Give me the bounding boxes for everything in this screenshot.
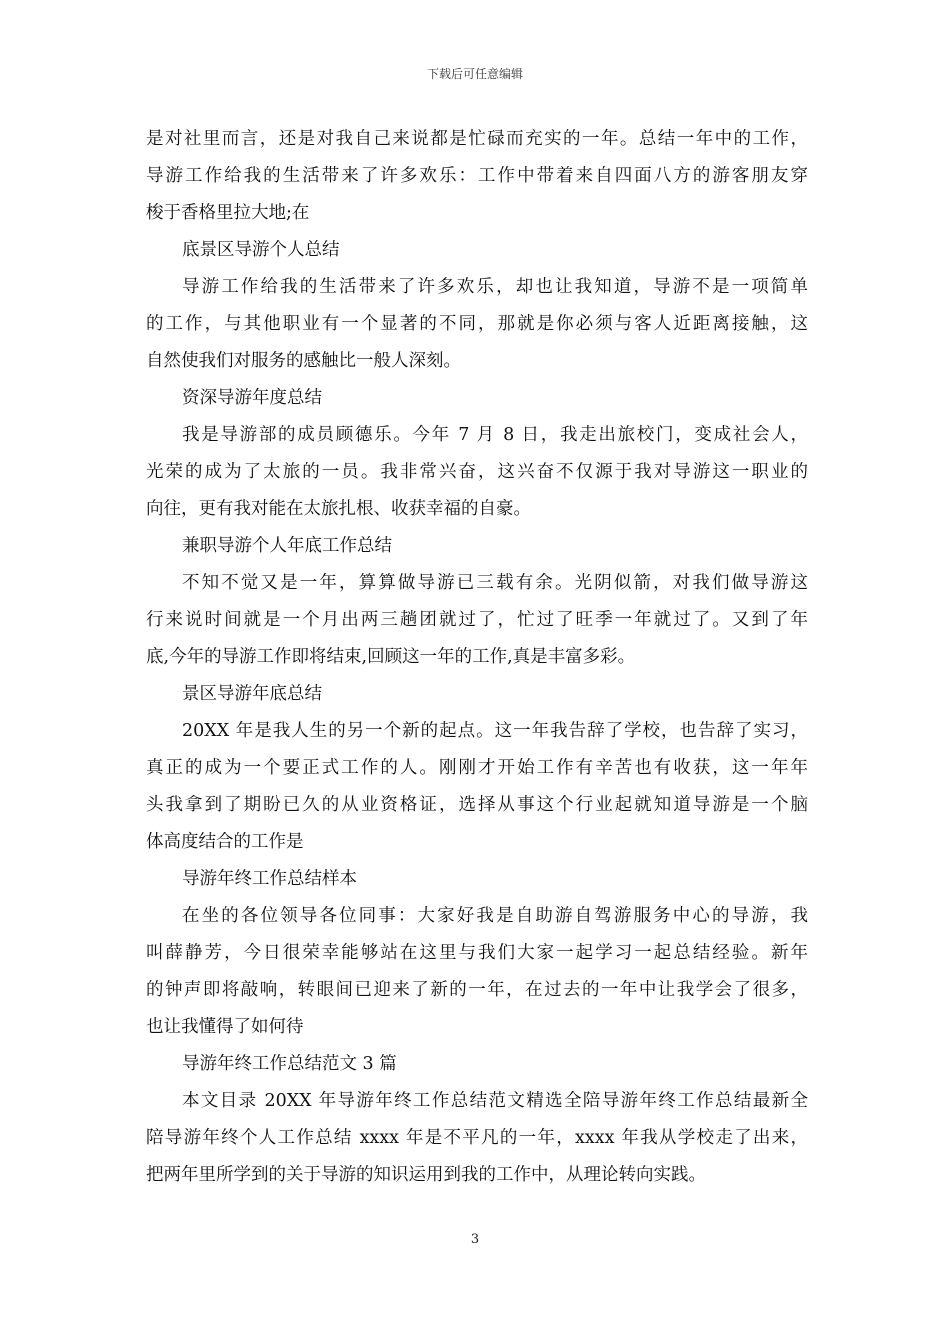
section-heading: 底景区导游个人总结 bbox=[182, 240, 340, 260]
paragraph-first-line: 在坐的各位领导各位同事：大家好我是自助游自驾游服务中心的导游，我 bbox=[182, 906, 808, 926]
paragraph-last-line: 体高度结合的工作是 bbox=[146, 832, 304, 852]
paragraph-last-line: 也让我懂得了如何待 bbox=[146, 1017, 304, 1037]
section-heading: 兼职导游个人年底工作总结 bbox=[182, 536, 392, 556]
page-header-note: 下载后可任意编辑 bbox=[426, 67, 523, 81]
paragraph-last-line: 梭于香格里拉大地;在 bbox=[146, 203, 310, 223]
body-text-line: 陪导游年终个人工作总结 xxxx 年是不平凡的一年，xxxx 年我从学校走了出来， bbox=[146, 1128, 808, 1148]
section-heading: 景区导游年底总结 bbox=[182, 684, 322, 704]
body-text-line: 头我拿到了期盼已久的从业资格证，选择从事这个行业起就知道导游是一个脑 bbox=[146, 795, 808, 815]
paragraph-last-line: 把两年里所学到的关于导游的知识运用到我的工作中，从理论转向实践。 bbox=[146, 1165, 706, 1185]
body-text-line: 是对社里而言，还是对我自己来说都是忙碌而充实的一年。总结一年中的工作， bbox=[146, 129, 808, 149]
paragraph-last-line: 底,今年的导游工作即将结束,回顾这一年的工作,真是丰富多彩。 bbox=[146, 647, 636, 667]
page-number: 3 bbox=[470, 1232, 480, 1247]
paragraph-first-line: 我是导游部的成员顾德乐。今年 7 月 8 日，我走出旅校门，变成社会人， bbox=[182, 425, 808, 445]
paragraph-first-line: 不知不觉又是一年，算算做导游已三载有余。光阴似箭，对我们做导游这 bbox=[182, 573, 808, 593]
body-text-line: 叫薛静芳，今日很荣幸能够站在这里与我们大家一起学习一起总结经验。新年 bbox=[146, 943, 808, 963]
section-heading: 导游年终工作总结样本 bbox=[182, 869, 357, 889]
body-text-line: 真正的成为一个要正式工作的人。刚刚才开始工作有辛苦也有收获，这一年年 bbox=[146, 758, 808, 778]
body-text-line: 行来说时间就是一个月出两三趟团就过了，忙过了旺季一年就过了。又到了年 bbox=[146, 610, 808, 630]
body-text-line: 导游工作给我的生活带来了许多欢乐：工作中带着来自四面八方的游客朋友穿 bbox=[146, 166, 808, 186]
paragraph-first-line: 导游工作给我的生活带来了许多欢乐，却也让我知道，导游不是一项简单 bbox=[182, 277, 808, 297]
body-text-line: 的工作，与其他职业有一个显著的不同，那就是你必须与客人近距离接触，这 bbox=[146, 314, 808, 334]
document-body bbox=[146, 121, 808, 1194]
body-text-line: 光荣的成为了太旅的一员。我非常兴奋，这兴奋不仅源于我对导游这一职业的 bbox=[146, 462, 808, 482]
paragraph-first-line: 20XX 年是我人生的另一个新的起点。这一年我告辞了学校，也告辞了实习， bbox=[182, 721, 808, 741]
paragraph-first-line: 本文目录 20XX 年导游年终工作总结范文精选全陪导游年终工作总结最新全 bbox=[182, 1091, 808, 1111]
body-text-line: 的钟声即将敲响，转眼间已迎来了新的一年，在过去的一年中让我学会了很多， bbox=[146, 980, 808, 1000]
section-heading: 导游年终工作总结范文 3 篇 bbox=[182, 1054, 397, 1074]
paragraph-last-line: 向往，更有我对能在太旅扎根、收获幸福的自豪。 bbox=[146, 499, 531, 519]
paragraph-last-line: 自然使我们对服务的感触比一般人深刻。 bbox=[146, 351, 461, 371]
section-heading: 资深导游年度总结 bbox=[182, 388, 322, 408]
